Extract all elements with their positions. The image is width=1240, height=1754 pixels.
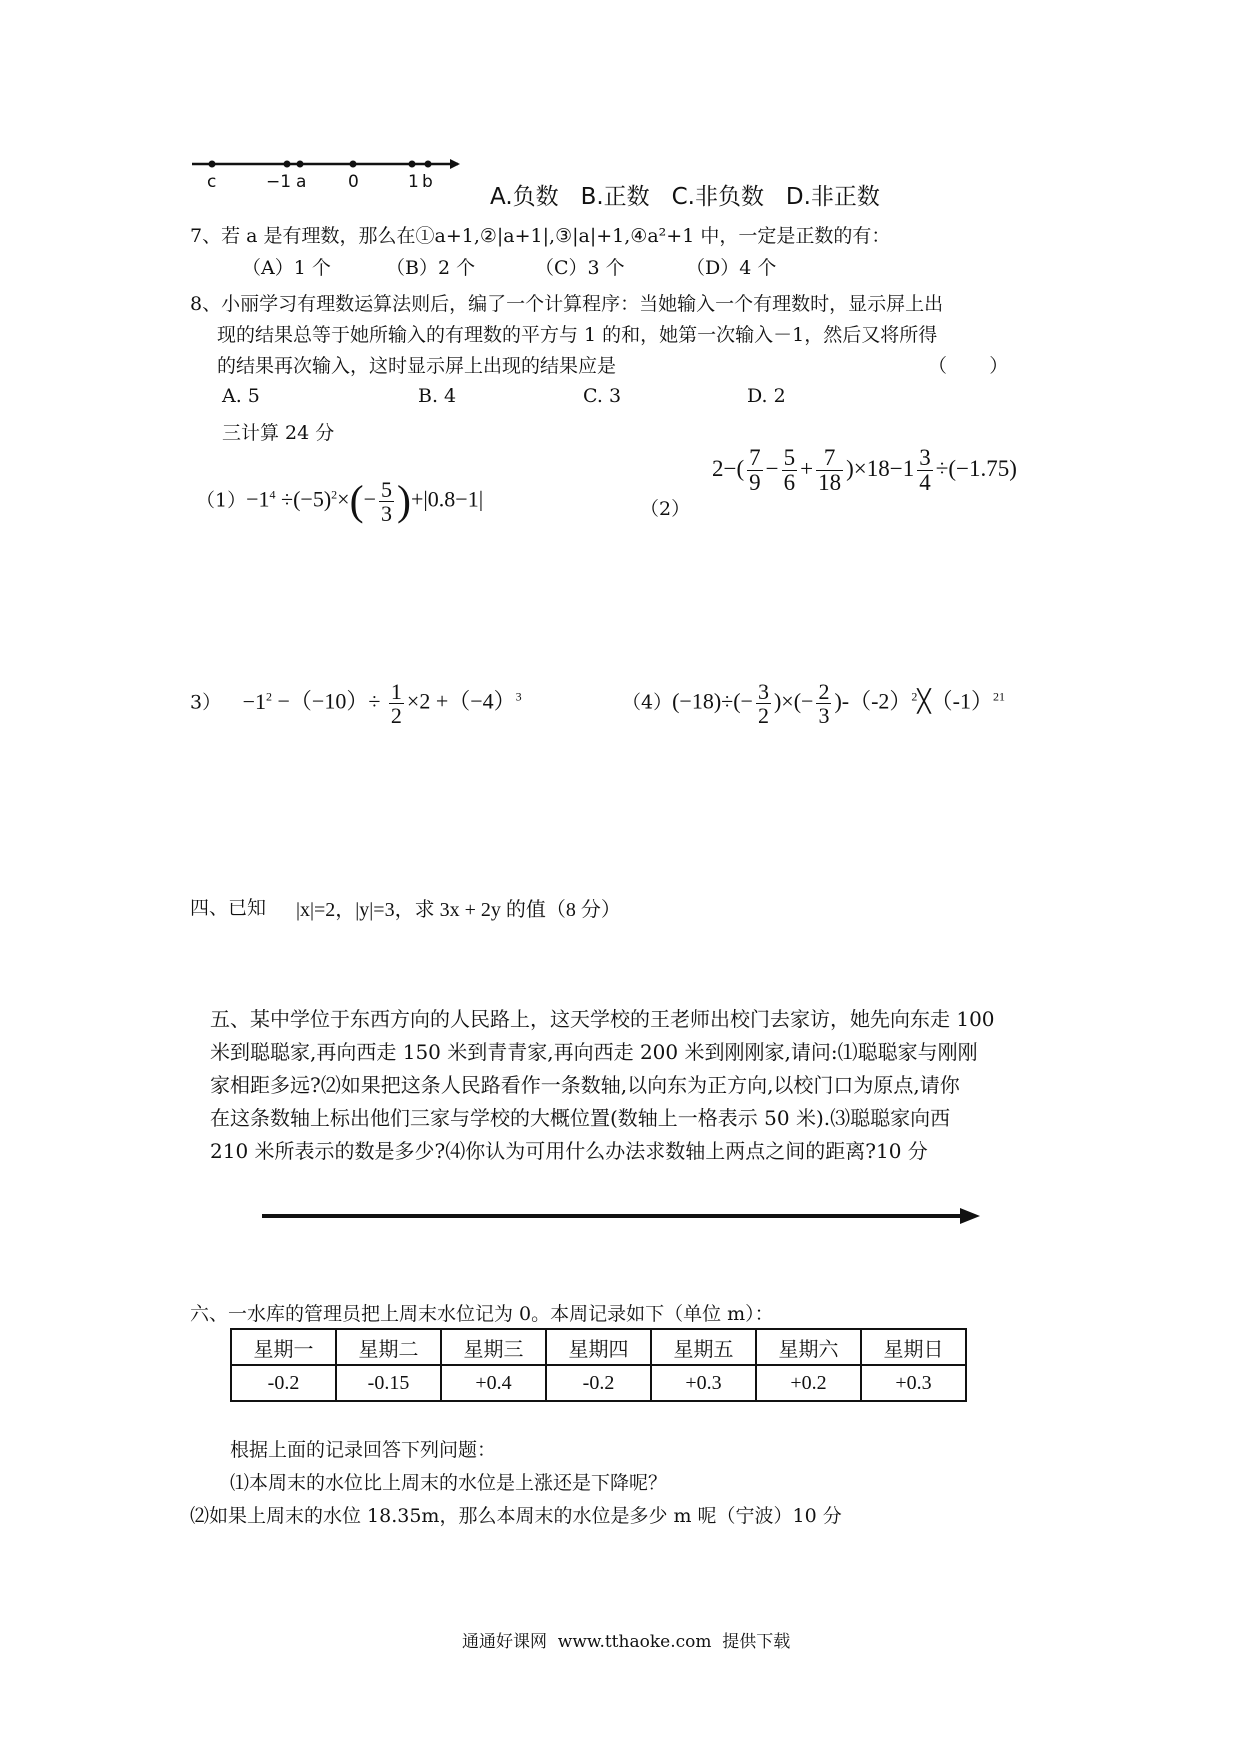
q7-option-b: （B）2 个 bbox=[386, 257, 476, 279]
p3-part-a: −1 bbox=[242, 688, 267, 714]
table-header-cell: 星期二 bbox=[336, 1329, 441, 1365]
q8-answer-bracket: （ ） bbox=[928, 355, 1009, 377]
calc-problem-4: （4）(−18)÷(− $\frac{3}{2}$ )×(− $\frac{2}{3}$ )$-(-2)^2╳(-1)^{21}$ bbox=[622, 679, 1005, 729]
p4-part-b: )×(− bbox=[773, 688, 814, 714]
p2-f2-num: 5 bbox=[783, 445, 796, 470]
p1-label: （1） bbox=[196, 489, 247, 512]
table-header-cell: 星期一 bbox=[231, 1329, 336, 1365]
section5-axis-arrow bbox=[960, 1208, 980, 1224]
table-value-cell: +0.4 bbox=[441, 1365, 546, 1401]
p3-frac-den: 2 bbox=[390, 703, 402, 729]
label-zero: 0 bbox=[348, 172, 359, 192]
q8-option-d: D. 2 bbox=[747, 385, 786, 407]
section4-label: 四、已知 bbox=[190, 897, 267, 919]
label-minus-one: −1 bbox=[266, 172, 292, 192]
p4-f1-num: 3 bbox=[757, 679, 769, 704]
section5-line5: 210 米所表示的数是多少?⑷你认为可用什么办法求数轴上两点之间的距离?10 分 bbox=[210, 1139, 928, 1163]
q7-stem: 7、若 a 是有理数，那么在①a+1,②|a+1|,③|a|+1,④a²+1 中，一定是正数的有： bbox=[190, 225, 891, 247]
point-zero bbox=[350, 161, 357, 168]
table-value-cell: +0.3 bbox=[651, 1365, 756, 1401]
section3-title: 三计算 24 分 bbox=[222, 422, 335, 444]
water-level-table bbox=[230, 1328, 967, 1402]
table-value-cell: +0.3 bbox=[861, 1365, 966, 1401]
q8-line1: 8、小丽学习有理数运算法则后，编了一个计算程序：当她输入一个有理数时，显示屏上出 bbox=[190, 293, 944, 315]
p2-label: （2） bbox=[640, 498, 691, 520]
calc-problem-1: $(1)-1^4 \div(-5)^2\times(-$ $\frac{5}{3}$ )+|0.8−1| bbox=[196, 477, 484, 527]
calc-problem-3: $3) -1^2 -(-10)\div$ $\frac{1}{2}$ $\times 2 +(-4)^3$ bbox=[190, 679, 522, 729]
p2-f4-den: 4 bbox=[919, 470, 931, 496]
q7-option-c: （C）3 个 bbox=[535, 257, 625, 279]
label-a: a bbox=[296, 172, 307, 192]
table-header-cell: 星期日 bbox=[861, 1329, 966, 1365]
p4-part-c: )-（-2） bbox=[834, 688, 912, 714]
p2-f3-den: 18 bbox=[818, 470, 842, 496]
p1-expr-a: −1 bbox=[246, 486, 270, 512]
p3-part-c: ×2 +（−4） bbox=[406, 688, 516, 714]
p3-label: 3） bbox=[190, 691, 222, 714]
q6-options: A.负数 B.正数 C.非负数 D.非正数 bbox=[490, 184, 880, 210]
section5-line2: 米到聪聪家,再向西走 150 米到青青家,再向西走 200 米到刚刚家,请问:⑴聪聪家与刚刚 bbox=[210, 1040, 978, 1064]
p2-f1-den: 9 bbox=[749, 470, 761, 496]
p4-f1-den: 2 bbox=[757, 703, 769, 729]
p4-part-d: ╳（-1） bbox=[917, 688, 993, 714]
number-line-arrow bbox=[450, 159, 460, 169]
q8-option-a: A. 5 bbox=[222, 385, 260, 407]
q8-line2: 现的结果总等于她所输入的有理数的平方与 1 的和，她第一次输入－1，然后又将所得 bbox=[217, 324, 938, 346]
section6-question-2: ⑵如果上周末的水位 18.35m，那么本周末的水位是多少 m 呢（宁波）10 分 bbox=[190, 1505, 842, 1527]
q8-option-b: B. 4 bbox=[418, 385, 457, 407]
section5-line1: 五、某中学位于东西方向的人民路上，这天学校的王老师出校门去家访，她先向东走 100 bbox=[210, 1007, 995, 1031]
q8-option-c: C. 3 bbox=[583, 385, 622, 407]
section6-question-1: ⑴本周末的水位比上周末的水位是上涨还是下降呢？ bbox=[230, 1472, 668, 1494]
section5-line3: 家相距多远?⑵如果把这条人民路看作一条数轴,以向东为正方向,以校门口为原点,请你 bbox=[210, 1073, 960, 1097]
p2-f3-num: 7 bbox=[816, 446, 843, 471]
table-header-cell: 星期六 bbox=[756, 1329, 861, 1365]
section6-intro: 六、一水库的管理员把上周末水位记为 0。本周记录如下（单位 m）： bbox=[190, 1303, 774, 1325]
p1-frac-num: 5 bbox=[381, 477, 392, 502]
p1-frac-den: 3 bbox=[381, 501, 392, 527]
p2-part-c: ÷(−1.75) bbox=[935, 455, 1017, 481]
point-one bbox=[409, 161, 416, 168]
p1-expr-c: × bbox=[337, 486, 350, 512]
table-header-cell: 星期三 bbox=[441, 1329, 546, 1365]
table-header-cell: 星期四 bbox=[546, 1329, 651, 1365]
label-one: 1 bbox=[408, 172, 419, 192]
point-c bbox=[209, 161, 216, 168]
p2-minus: − bbox=[765, 455, 779, 481]
p4-label: （4） bbox=[622, 691, 673, 714]
section6-question-intro: 根据上面的记录回答下列问题： bbox=[230, 1439, 497, 1461]
table-value-cell: +0.2 bbox=[756, 1365, 861, 1401]
point-b bbox=[425, 161, 432, 168]
p1-expr-b: ÷(−5) bbox=[281, 486, 332, 512]
section5-line4: 在这条数轴上标出他们三家与学校的大概位置(数轴上一格表示 50 米).⑶聪聪家向西 bbox=[210, 1106, 951, 1130]
q8-line3: 的结果再次输入，这时显示屏上出现的结果应是 bbox=[217, 355, 617, 377]
p3-part-b: −（−10）÷ bbox=[277, 688, 381, 714]
p2-f4-num: 3 bbox=[919, 445, 931, 470]
q7-option-d: （D）4 个 bbox=[686, 257, 777, 279]
p1-expr-d: +|0.8−1| bbox=[411, 486, 484, 512]
label-c: c bbox=[207, 172, 217, 192]
section5-number-line bbox=[262, 1204, 982, 1228]
table-value-cell: -0.2 bbox=[231, 1365, 336, 1401]
table-header-cell: 星期五 bbox=[651, 1329, 756, 1365]
p2-f2-den: 6 bbox=[783, 470, 796, 496]
page-footer: 通通好课网 www.tthaoke.com 提供下载 bbox=[462, 1632, 791, 1652]
table-value-cell: -0.2 bbox=[546, 1365, 651, 1401]
p4-f2-den: 3 bbox=[818, 703, 830, 729]
table-value-row bbox=[231, 1365, 966, 1401]
section4-expression: |x|=2，|y|=3，求 3x + 2y 的值（8 分） bbox=[296, 899, 621, 921]
p2-f1-num: 7 bbox=[749, 445, 761, 470]
p2-part-b: )×18−1 bbox=[846, 455, 915, 481]
p4-part-a: (−18)÷(− bbox=[672, 688, 753, 714]
point-minus-one bbox=[284, 161, 291, 168]
p4-f2-num: 2 bbox=[818, 679, 830, 704]
table-value-cell: -0.15 bbox=[336, 1365, 441, 1401]
q7-option-a: （A）1 个 bbox=[242, 257, 331, 279]
p2-plus: + bbox=[800, 455, 814, 481]
point-a bbox=[297, 161, 304, 168]
p3-frac-num: 1 bbox=[390, 679, 402, 704]
label-b: b bbox=[422, 172, 433, 192]
table-header-row bbox=[231, 1329, 966, 1365]
p2-part-a: 2−( bbox=[712, 455, 745, 481]
calc-problem-2 bbox=[712, 446, 1017, 495]
